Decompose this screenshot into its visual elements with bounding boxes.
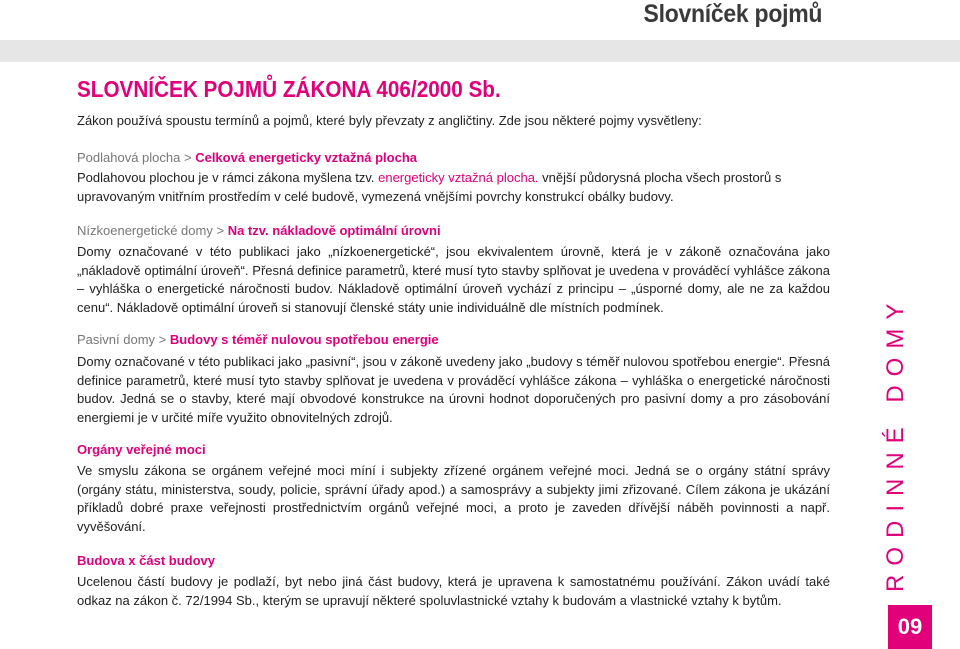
term-czech: Budovy s téměř nulovou spotřebou energie	[169, 332, 439, 347]
page-header-title: Slovníček pojmů	[643, 0, 822, 28]
term-czech: nákladově optimální úrovni	[272, 223, 441, 238]
term-low-energy	[77, 223, 441, 238]
term-czech-lead: Na tzv.	[227, 223, 269, 238]
term-english: Pasivní domy	[77, 332, 156, 347]
term-low-energy-definition: Domy označované v této publikaci jako „nízkoenergetické“, jsou ekvivalentem úrovně, která je v zákoně označována jako „nákladově optimální úroveň“. Přesná definice parametrů, které musí tyto stavby splňovat je uvedena v prováděcí vyhlášce zákona – vyhláška o energetické náročnosti budov. Nákladově optimální úroveň vychází z principu – „úsporné domy, ale ne za každou cenu“. Nákladově optimální úroveň si stanovují členské státy unie individuálně dle místních podmínek.	[77, 244, 830, 315]
term-english: Podlahová plocha	[77, 150, 181, 165]
term-passive-houses-definition: Domy označované v této publikaci jako „pasivní“, jsou v zákoně uvedeny jako „budovy s téměř nulovou spotřebou energie“. Přesná definice parametrů, které musí tyto stavby splňovat je uvedena v prováděcí vyhlášce zákona – vyhláška o energetické náročnosti budov. Jedná se o stavby, které mají obvodové konstrukce na úrovni hodnot doporučených pro pasivní domy a pro zásobování energiemi je v určité míře využito obnovitelných zdrojů.	[77, 354, 830, 425]
intro-text: Zákon používá spoustu termínů a pojmů, které byly převzaty z angličtiny. Zde jsou některé pojmy vysvětleny:	[77, 113, 702, 128]
page-number: 09	[888, 605, 932, 649]
definition-lead: Podlahovou plochou je v rámci zákona myšlena tzv.	[77, 170, 375, 185]
term-czech: Celková energeticky vztažná plocha	[195, 150, 418, 165]
term-separator: >	[158, 332, 167, 347]
term-english: Nízkoenergetické domy	[77, 223, 213, 238]
section-title-building-part: Budova x část budovy	[77, 553, 215, 568]
term-separator: >	[216, 223, 225, 238]
definition-highlight: energeticky vztažná plocha.	[378, 170, 539, 185]
term-separator: >	[183, 150, 192, 165]
section-title-public-authorities: Orgány veřejné moci	[77, 442, 206, 457]
header-bar	[0, 40, 960, 62]
side-label-family-houses: RODINNÉ DOMY	[882, 294, 909, 592]
section-body-public-authorities: Ve smyslu zákona se orgánem veřejné moci míní i subjekty zřízené orgánem veřejné moci. Jedná se o orgány státní správy (orgány státu, ministerstva, soudy, policie, správní úřady apod.) a samosprávy a subjekty jimi zřizované. Cílem zákona je ukázání příkladů dobré praxe veřejnosti prostřednictvím orgánů veřejné moci, a proto je zaveden dřívější náběh povinnosti a např. vyvěšování.	[77, 463, 830, 534]
page-title: SLOVNÍČEK POJMŮ ZÁKONA 406/2000 Sb.	[77, 76, 501, 102]
term-floor-area-definition	[77, 169, 830, 206]
term-floor-area	[77, 150, 417, 165]
definition-rest: vnější půdorysná plocha všech prostorů s upravovaným vnitřním prostředím v celé budově, vymezená vnějšími povrchy konstrukcí obálky budovy.	[77, 170, 782, 204]
section-body-building-part: Ucelenou částí budovy je podlaží, byt nebo jiná část budovy, která je upravena k samostatnému používání. Zákon uvádí také odkaz na zákon č. 72/1994 Sb., kterým se upravují některé spoluvlastnické vztahy k budovám a vlastnické vztahy k bytům.	[77, 574, 830, 608]
term-passive-houses	[77, 332, 439, 347]
